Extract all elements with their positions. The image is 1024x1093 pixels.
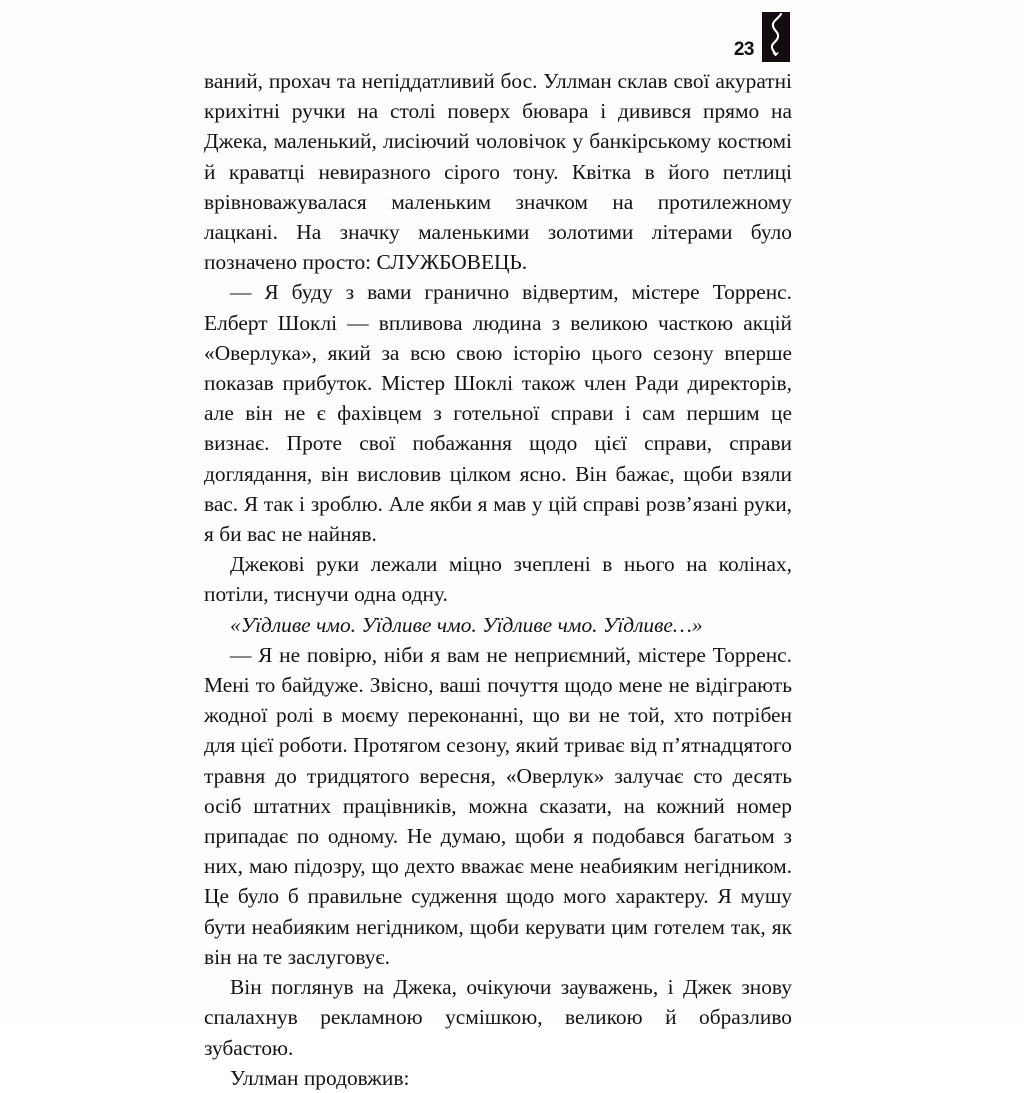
paragraph: — Я буду з вами гранично відвертим, містере Торренс. Елберт Шоклі — впливова людина з великою часткою акцій «Оверлука», який за всю свою історію цього сезону вперше показав прибуток. Містер Шоклі також член Ради директорів, але він не є фахівцем з готельної справи і сам першим це визнає. Проте свої побажання щодо цієї справи, справи доглядання, він висловив цілком ясно. Він бажає, щоби взяли вас. Я так і зроблю. Але якби я мав у цій справі розв’язані руки, я би вас не найняв. xyxy=(204,280,792,547)
paragraph-italic: «Уїдливе чмо. Уїдливе чмо. Уїдливе чмо. Уїдливе…» xyxy=(230,612,703,637)
paragraph: — Я не повірю, ніби я вам не неприємний, містере Торренс. Мені то байдуже. Звісно, ваші почуття щодо мене не відіграють жодної ролі в моєму переконанні, що ви не той, хто потрібен для цієї роботи. Протягом сезону, який триває від п’ятнадцятого травня до тридцятого вересня, «Оверлук» залучає сто десять осіб штатних працівників, можна сказати, на кожний номер припадає по одному. Не думаю, щоби я подобався багатьом з них, маю підозру, що дехто вважає мене неабияким негідником. Це було б правильне судження щодо мого характеру. Я мушу бути неабияким негідником, щоби керувати цим готелем так, як він на те заслуговує. xyxy=(204,642,792,969)
paragraph: Уллман продовжив: xyxy=(230,1065,410,1090)
paragraph: Він поглянув на Джека, очікуючи зауважень, і Джек знову спалахнув рекламною усмішкою, великою й образливо зубастою. xyxy=(204,975,792,1060)
paragraph: ваний, прохач та непіддатливий бос. Уллман склав свої акуратні крихітні ручки на столі поверх бювара і дивився прямо на Джека, маленький, лисіючий чоловічок у банкірському костюмі й краватці невиразного сірого тону. Квітка в його петлиці врівноважувалася маленьким значком на протилежному лацкані. На значку маленькими золотими літерами було позначено просто: СЛУЖБОВЕЦЬ. xyxy=(204,69,792,275)
page-number: 23 xyxy=(733,39,754,60)
running-head xyxy=(0,6,790,62)
squiggle-ornament-icon xyxy=(762,12,790,62)
paragraph: Джекові руки лежали міцно зчеплені в нього на колінах, потіли, тиснучи одна одну. xyxy=(204,552,792,607)
body-text xyxy=(204,66,792,1093)
